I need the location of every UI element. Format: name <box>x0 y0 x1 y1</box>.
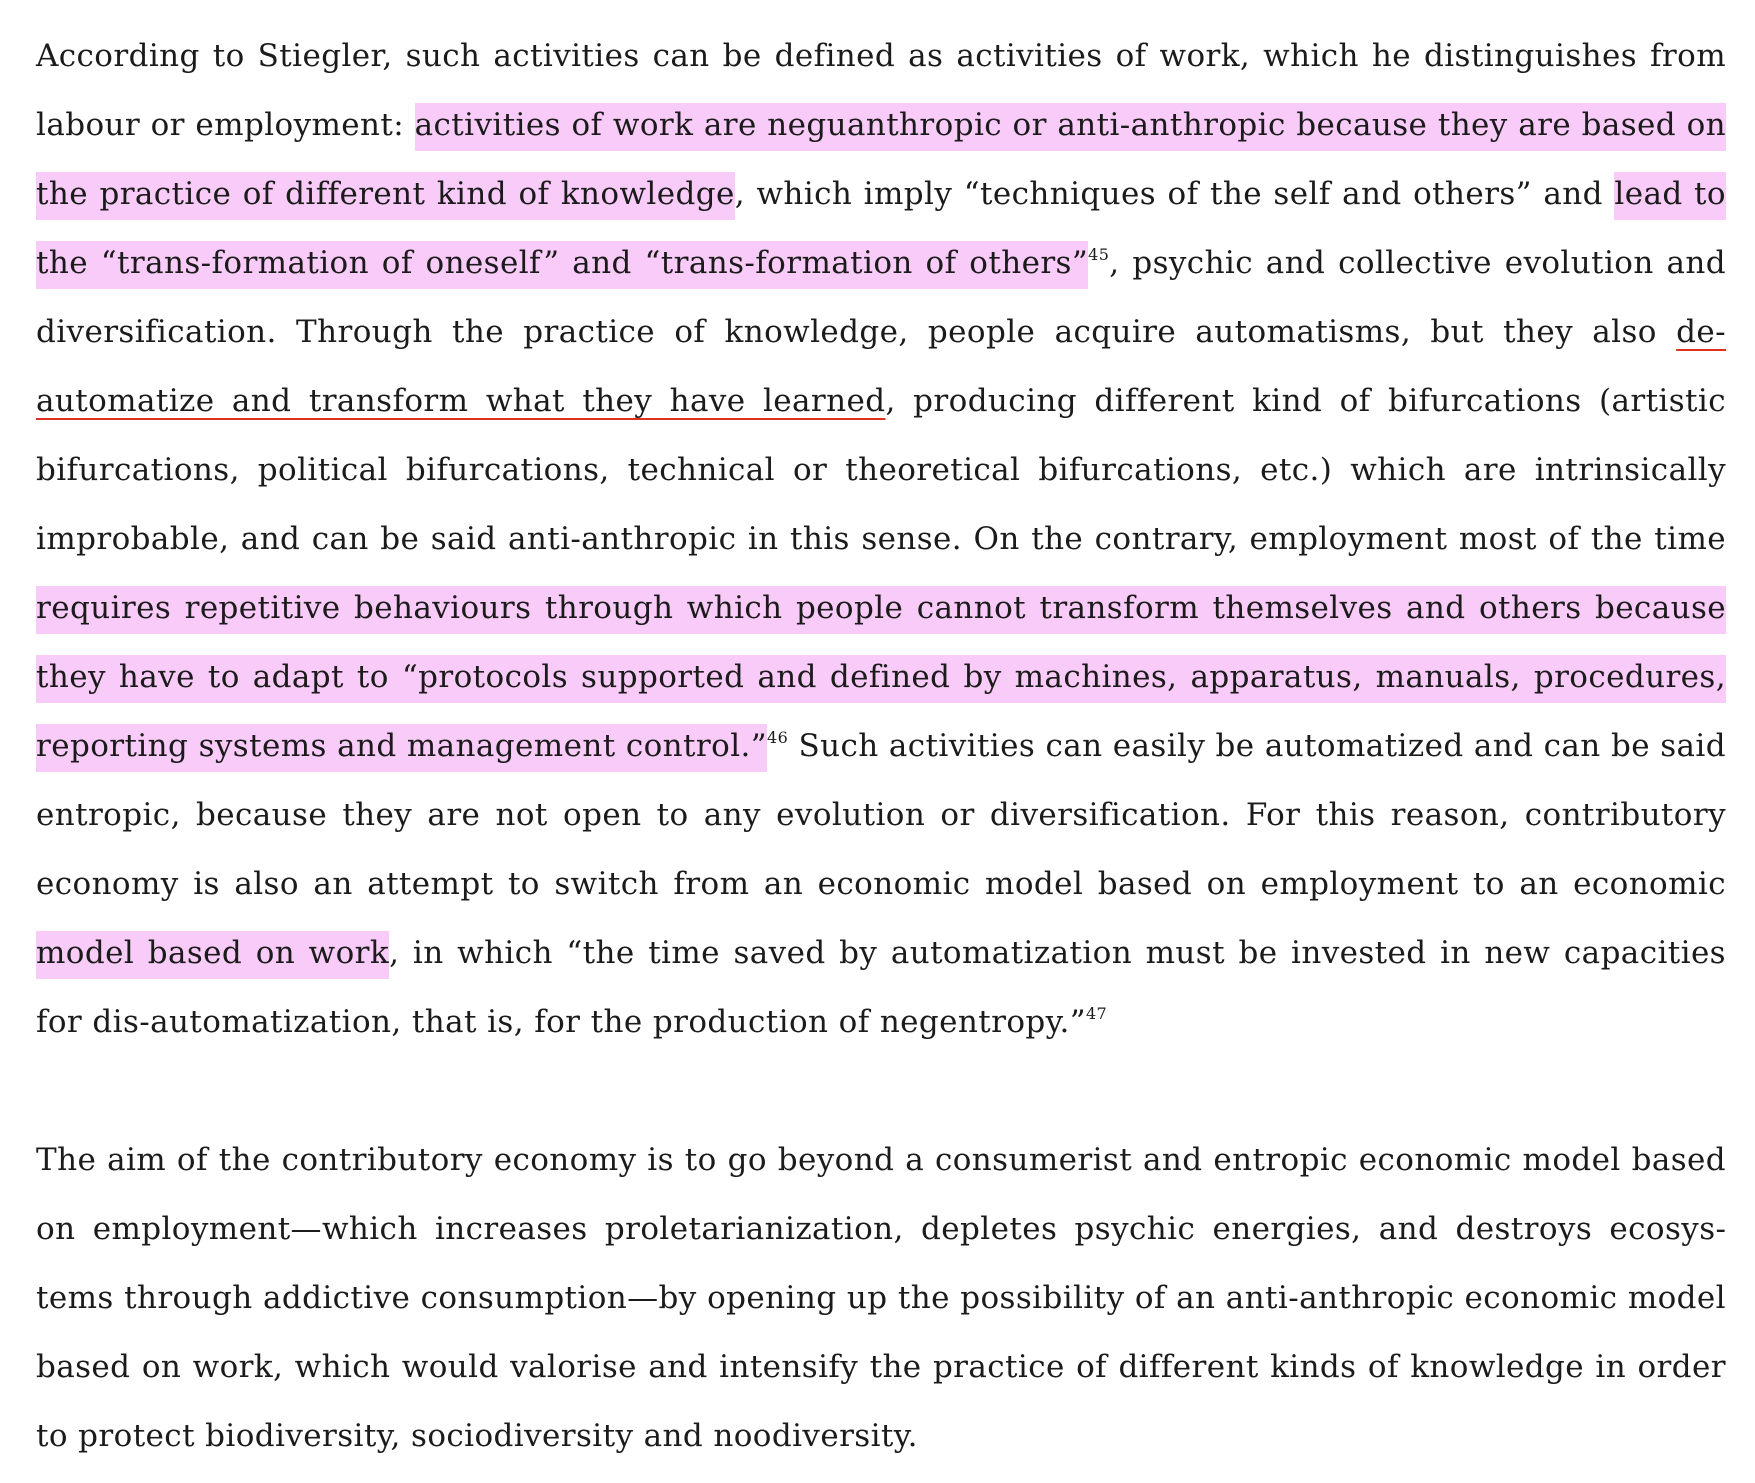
highlight-work-neguanthropic[interactable]: activities of work are neguanthropic or anti-anthropic because they are based on the practice of different kind of knowledge <box>36 103 1726 220</box>
text-segment: , producing different kind of bifurcations (artistic bifurcations, political bifurcations, technical or theoretical bifurcations, etc.) which are intrinsically improbable, and can be said anti-anthropic in this sense. On the contrary, employment most of the time <box>36 383 1726 557</box>
text-segment: , which imply “techniques of the self and others” and <box>734 176 1615 212</box>
paragraph-stiegler-work <box>36 22 1726 1057</box>
highlight-repetitive-behaviours[interactable]: requires repetitive behaviours through which people cannot transform themselves and others because they have to adapt to “protocols supported and defined by machines, apparatus, manuals, procedures, reporting systems and management control.” <box>36 586 1726 772</box>
document-page <box>36 22 1726 1471</box>
footnote-ref-46[interactable]: 46 <box>767 728 789 747</box>
text-segment: , psychic and collective evolution and diversification. Through the practice of knowledge, people acquire automatisms, but they also <box>36 245 1727 350</box>
highlight-model-based-on-work[interactable]: model based on work <box>36 931 389 979</box>
footnote-ref-47[interactable]: 47 <box>1085 1004 1108 1023</box>
text-segment: According to Stiegler, such activities can be defined as activities of work, which he distinguishes from labour or employment: <box>36 38 1726 143</box>
text-segment: , in which “the time saved by automatization must be invested in new capacities for dis-automatization, that is, for the production of negentropy.” <box>36 935 1726 1040</box>
highlight-trans-formation[interactable]: lead to the “trans-formation of oneself” and “trans-formation of others” <box>36 172 1726 289</box>
paragraph-contributory-economy-aim: The aim of the contributory economy is to go beyond a consumerist and entropic economic model based on employment—which increases proletarianization, depletes psychic energies, and destroys ecosystems through addictive consumption—by opening up the possibility of an anti-anthropic economic model based on work, which would valorise and intensify the practice of different kinds of knowledge in order to protect biodiversity, sociodiversity and noodiversity. <box>36 1142 1726 1454</box>
underline-de-automatize[interactable]: de-automatize and transform what they have learned <box>36 314 1726 419</box>
text-segment: Such activities can easily be automatized and can be said entropic, because they are not open to any evolution or diversification. For this reason, contributory economy is also an attempt to switch from an economic model based on employment to an economic <box>36 728 1726 902</box>
footnote-ref-45[interactable]: 45 <box>1088 245 1110 264</box>
